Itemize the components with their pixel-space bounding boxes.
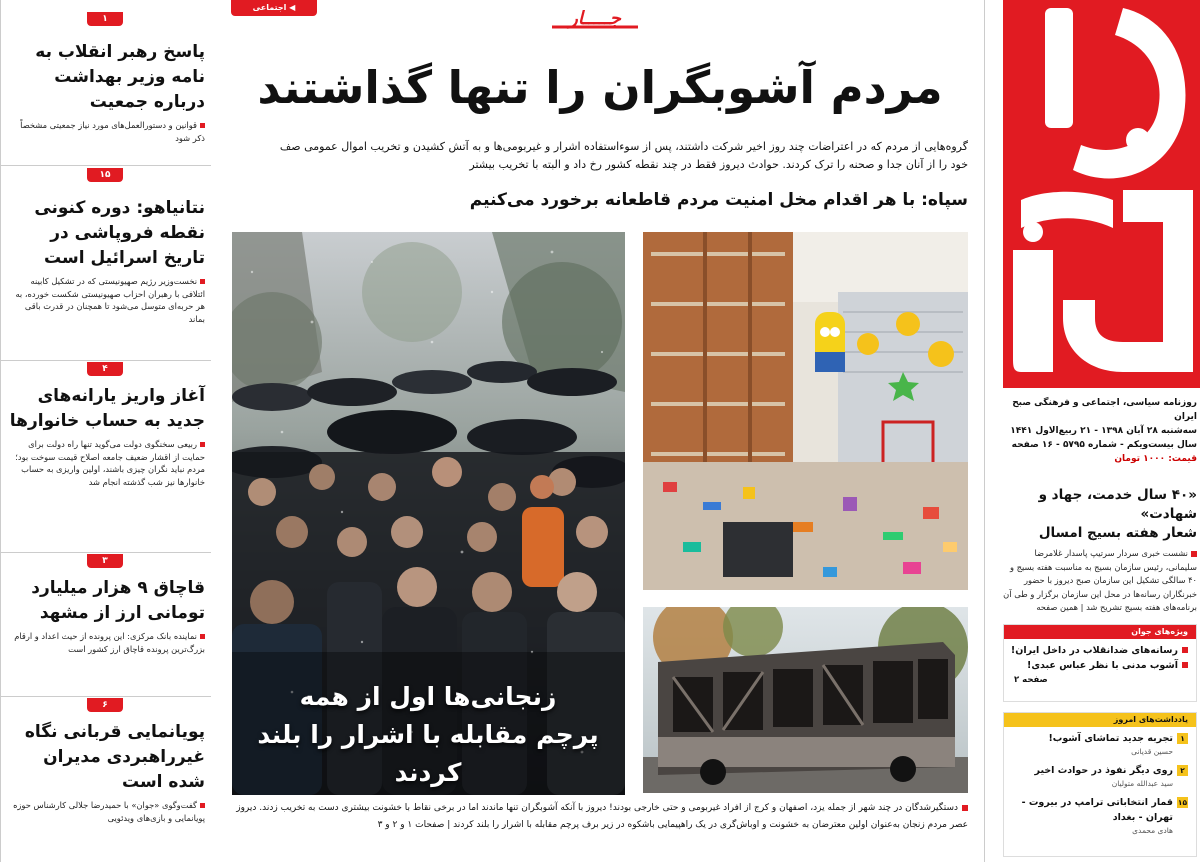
page-number-badge: ۶: [87, 698, 123, 712]
bullet-icon: [200, 634, 205, 639]
page-number-tag: ۱: [1177, 733, 1188, 744]
story-body: نشست خبری سردار سرتیپ پاسدار غلامرضا سلیمانی، رئیس سازمان بسیج به مناسبت هفته بسیج و ۴۰ سالگی تشکیل این سازمان صبح دیروز با حضور خبرنگاران رسانه‌ها در محل این سازمان برگزار و طی آن برنامه‌های هفته بسیج تشریح شد | همین صفحه: [1003, 548, 1197, 612]
burned-bus-photo[interactable]: [643, 607, 968, 793]
list-item[interactable]: ۱۵ قمار انتخاباتی ترامپ در بیروت - تهران - بغداد هادی محمدی: [1010, 795, 1188, 836]
page-number-tag: ۱۵: [1177, 798, 1188, 807]
javan-logo-icon: [1003, 0, 1200, 388]
story-body: قوانین و دستورالعمل‌های مورد نیاز جمعیتی مشخصاً ذکر شود: [20, 120, 205, 143]
main-lede: گروه‌هایی از مردم که در اعتراضات چند روز اخیر شرکت داشتند، پس از سوءاستفاده اشرار و غیربومی‌ها و به آتش کشیدن و تخریب اموال عمومی صف خود را از آنان جدا و صحنه را ترک کردند. حوادث دیروز فقط در چند نقطه کشور رخ داد و البته با تخریب بیشتر: [279, 140, 968, 171]
left-news-column: [0, 0, 210, 862]
bullet-icon: [200, 123, 205, 128]
section-tag[interactable]: ◀ اجتماعی: [231, 0, 317, 16]
story-title[interactable]: پاسخ رهبر انقلاب به نامه وزیر بهداشت درباره جمعیت: [35, 42, 205, 112]
masthead-logo[interactable]: [1003, 0, 1200, 388]
photo-overlay-headline[interactable]: زنجانی‌ها اول از همه پرچم مقابله با اشرار را بلند کردند: [257, 682, 599, 787]
page-number-badge: ۴: [87, 362, 123, 376]
story-body: نماینده بانک مرکزی: این پرونده از حیث اعداد و ارقام بزرگ‌ترین پرونده قاچاق ارز کشور است: [14, 631, 205, 654]
column-divider: [984, 0, 985, 862]
looted-shop-photo[interactable]: [643, 232, 968, 590]
story-animation[interactable]: [7, 720, 205, 824]
special-box: [1003, 624, 1197, 702]
story-title[interactable]: پویانمایی قربانی نگاه غیرراهبردی مدیران شده است: [24, 722, 205, 792]
list-item[interactable]: ۲ روی دیگر نفوذ در حوادث اخیر سید عبدالله متولیان: [1010, 763, 1188, 789]
issue-date: سه‌شنبه ۲۸ آبان ۱۳۹۸ - ۲۱ ربیع‌الاول ۱۴۴۱: [1010, 426, 1197, 436]
story-title[interactable]: «۴۰ سال خدمت، جهاد و شهادت» شعار هفته بسیج امسال: [1038, 487, 1197, 541]
divider: [1, 165, 211, 166]
story-subsidies[interactable]: [7, 384, 205, 488]
looted-shop-image: [643, 232, 968, 590]
page-number-tag: ۲: [1177, 765, 1188, 776]
story-leader-letter[interactable]: [7, 40, 205, 144]
masthead-info: [1003, 396, 1197, 466]
author: هادی محمدی: [1132, 826, 1173, 835]
story-body: نخست‌وزیر رژیم صهیونیستی که در تشکیل کابینه ائتلافی با رهبران احزاب صهیونیستی شکست خورده، به هر حربه‌ای متوسل می‌شود تا همچنان در قدرت باقی بماند: [15, 276, 205, 324]
burned-bus-image: [643, 607, 968, 793]
list-item[interactable]: آشوب مدنی با نظر عباس عبدی!: [1010, 658, 1188, 673]
price: قیمت: ۱۰۰۰ تومان: [1114, 454, 1197, 464]
bullet-icon: [200, 803, 205, 808]
arrow-icon: ◀: [286, 3, 296, 12]
main-headline[interactable]: مردم آشوبگران را تنها گذاشتند: [257, 61, 943, 114]
paper-description: روزنامه سیاسی، اجتماعی و فرهنگی صبح ایران: [1012, 398, 1197, 422]
list-item[interactable]: رسانه‌های ضدانقلاب در داخل ایران!: [1010, 643, 1188, 658]
story-body: گفت‌وگوی «جوان» با حمیدرضا جلالی کارشناس حوزه پویانمایی و بازی‌های ویدئویی: [13, 800, 205, 823]
special-list: [1004, 639, 1196, 675]
author: سید عبدالله متولیان: [1111, 779, 1173, 788]
kicker-label: جـــــار: [548, 5, 642, 33]
story-title[interactable]: قاچاق ۹ هزار میلیارد تومانی ارز از مشهد: [31, 578, 205, 623]
bullet-icon: [1182, 647, 1188, 653]
bullet-icon: [200, 279, 205, 284]
main-subhead[interactable]: سپاه: با هر اقدام مخل امنیت مردم قاطعانه برخورد می‌کنیم: [469, 190, 968, 210]
notes-box-title: یادداشت‌های امروز: [1004, 713, 1196, 727]
page-number-badge: ۱: [87, 12, 123, 26]
page-number-badge: ۳: [87, 554, 123, 568]
page-number-badge: ۱۵: [87, 168, 123, 182]
bullet-icon: [200, 442, 205, 447]
bullet-icon: [962, 805, 968, 811]
divider: [1, 360, 211, 361]
story-basij-week[interactable]: [1003, 486, 1197, 615]
story-currency-smuggling[interactable]: [7, 576, 205, 655]
story-title[interactable]: نتانیاهو: دوره کنونی نقطه فروپاشی در تاریخ اسرائیل است: [34, 198, 205, 268]
divider: [1, 696, 211, 697]
page-reference[interactable]: صفحه ۲: [1014, 675, 1048, 685]
issue-number: سال بیست‌ویکم - شماره ۵۷۹۵ - ۱۶ صفحه: [1011, 440, 1197, 450]
bullet-icon: [1191, 551, 1197, 557]
divider: [1, 552, 211, 553]
list-item[interactable]: ۱ تجربه جدید تماشای آشوب! حسین قدیانی: [1010, 731, 1188, 757]
story-title[interactable]: آغاز واریز یارانه‌های جدید به حساب خانوارها: [9, 386, 205, 431]
special-box-title: ویژه‌های جوان: [1004, 625, 1196, 639]
author: حسین قدیانی: [1131, 747, 1173, 756]
notes-list: [1004, 727, 1196, 838]
story-netanyahu[interactable]: [7, 196, 205, 325]
bullet-icon: [1182, 662, 1188, 668]
photo-caption: دستگیرشدگان در چند شهر از جمله یزد، اصفهان و کرج از افراد غیربومی و حتی خارجی بودند! دیروز با آنکه آشوبگران تنها ماندند اما در برخی نقاط با خشونت بیشتری دست به تخریب زدند. دیروز عصر مردم زنجان به‌عنوان اولین معترضان به خشونت و اوباش‌گری در یک راهپیمایی باشکوه در زیر برف پرچم مقابله با اشرار را بلند کردند | صفحات ۱ و ۲ و ۳: [236, 803, 968, 830]
story-body: ربیعی سخنگوی دولت می‌گوید تنها راه دولت برای حمایت از اقشار ضعیف جامعه اصلاح قیمت سوخت بود؛ مردم نباید نگران چیزی باشند، اولین واریزی به حساب خانوارها نیز شب گذشته انجام شد: [15, 439, 205, 487]
notes-box: [1003, 712, 1197, 857]
